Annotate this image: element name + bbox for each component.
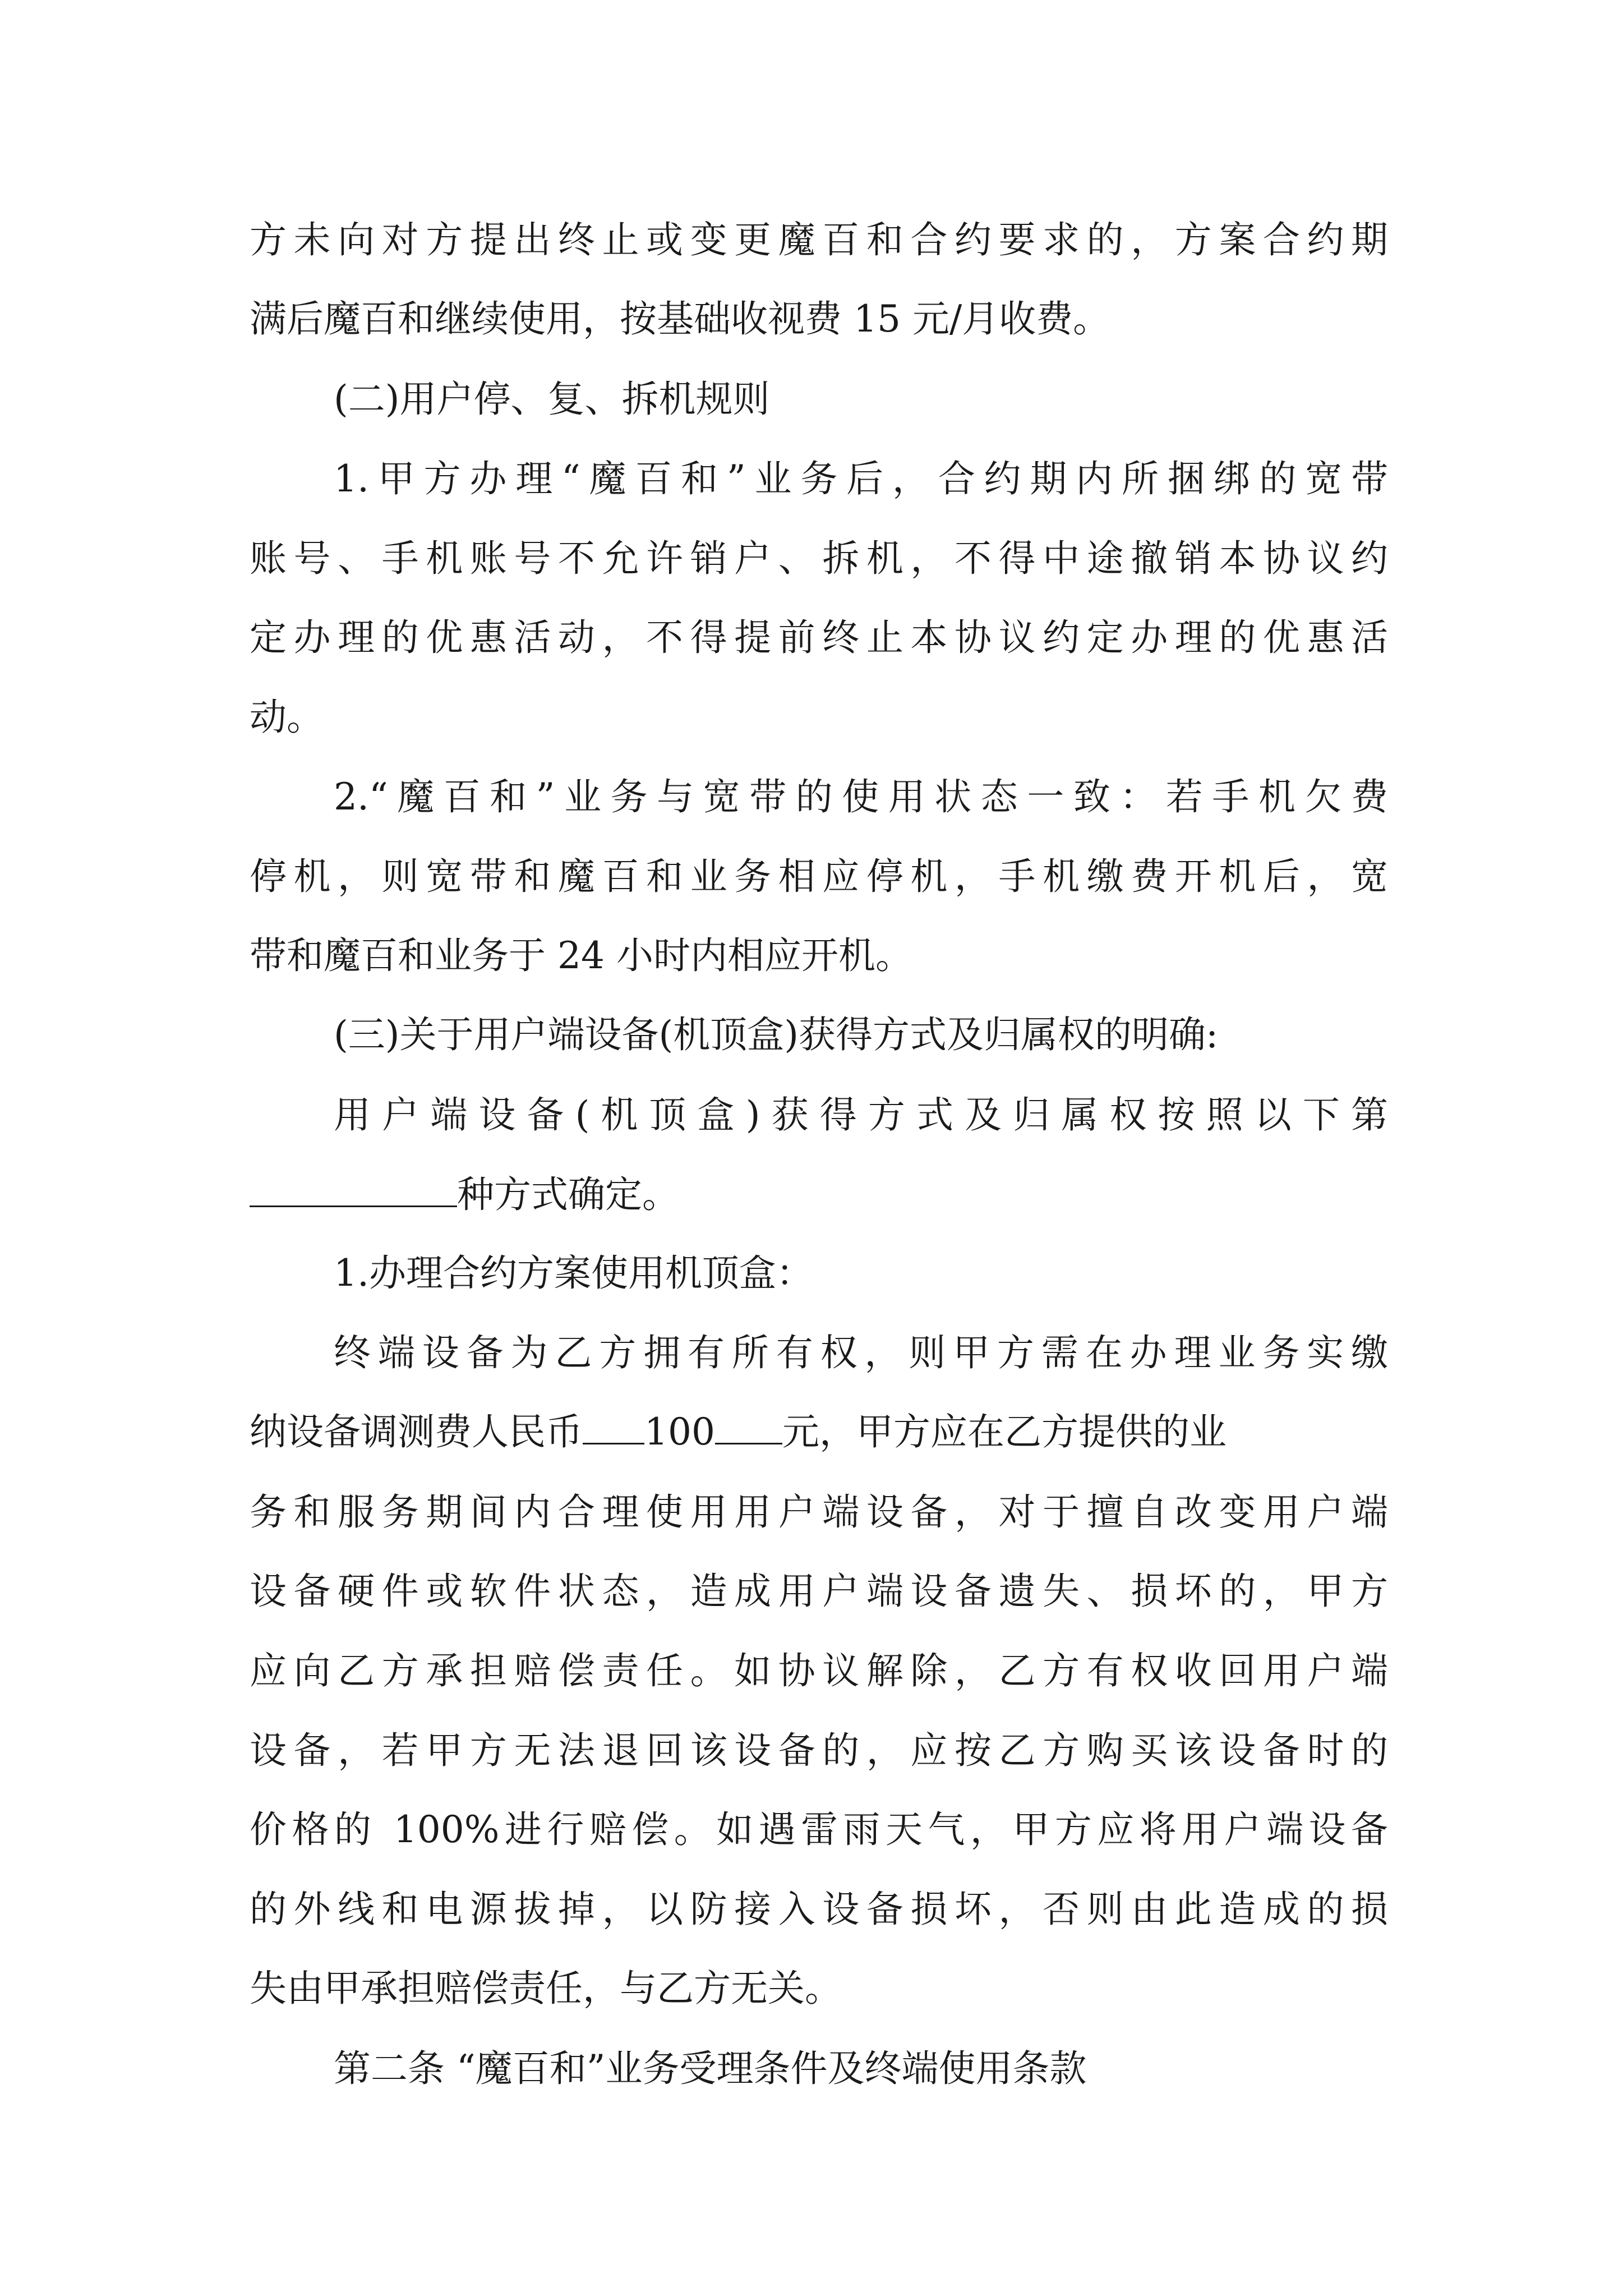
- body-text-span: 种方式确定。: [457, 1173, 679, 1216]
- body-text-line: 应向乙方承担赔偿责任。如协议解除，乙方有权收回用户端: [250, 1649, 1388, 1692]
- body-text-span: 纳设备调测费人民币: [250, 1410, 583, 1453]
- fill-in-blank: [250, 1205, 457, 1207]
- body-text-line: 价格的 100%进行赔偿。如遇雷雨天气，甲方应将用户端设备: [250, 1808, 1388, 1851]
- body-text-line: 务和服务期间内合理使用用户端设备，对于擅自改变用户端: [250, 1490, 1388, 1534]
- body-text-line: 终端设备为乙方拥有所有权，则甲方需在办理业务实缴: [334, 1331, 1388, 1374]
- body-text-line: 设备，若甲方无法退回该设备的，应按乙方购买该设备时的: [250, 1729, 1388, 1772]
- fill-in-blank: [715, 1443, 782, 1444]
- body-text-line: 动。: [250, 696, 324, 739]
- body-text-line: 设备硬件或软件状态，造成用户端设备遗失、损坏的，甲方: [250, 1570, 1388, 1613]
- body-text-line: 满后魔百和继续使用，按基础收视费 15 元/月收费。: [250, 297, 1110, 341]
- fill-in-blank: [583, 1443, 644, 1444]
- body-text-line: 的外线和电源拔掉，以防接入设备损坏，否则由此造成的损: [250, 1888, 1388, 1931]
- body-text-line: 1.甲方办理“魔百和”业务后，合约期内所捆绑的宽带: [334, 457, 1388, 500]
- body-text-line: 2.“魔百和”业务与宽带的使用状态一致：若手机欠费: [334, 775, 1388, 818]
- body-text-line: 用户端设备(机顶盒)获得方式及归属权按照以下第: [334, 1093, 1388, 1137]
- article-heading: 第二条 “魔百和”业务受理条件及终端使用条款: [334, 2047, 1087, 2090]
- body-text-line: 停机，则宽带和魔百和业务相应停机，手机缴费开机后，宽: [250, 855, 1388, 898]
- body-text-line: 失由甲承担赔偿责任，与乙方无关。: [250, 1967, 842, 2010]
- body-text-line: 账号、手机账号不允许销户、拆机，不得中途撤销本协议约: [250, 537, 1388, 580]
- body-text-line: [250, 1405, 1388, 1459]
- body-text-line: 带和魔百和业务于 24 小时内相应开机。: [250, 934, 912, 977]
- subsection-heading: 1.办理合约方案使用机顶盒：: [334, 1251, 813, 1295]
- section-heading: (二)用户停、复、拆机规则: [334, 378, 770, 421]
- section-heading: (三)关于用户端设备(机顶盒)获得方式及归属权的明确:: [334, 1013, 1219, 1056]
- body-text-span: 元，甲方应在乙方提供的业: [782, 1410, 1227, 1453]
- filled-value: 100: [644, 1410, 715, 1453]
- body-text-line: 定办理的优惠活动，不得提前终止本协议约定办理的优惠活: [250, 616, 1388, 659]
- body-text-line: 方未向对方提出终止或变更魔百和合约要求的，方案合约期: [250, 218, 1388, 261]
- body-text-line: [250, 1168, 1388, 1222]
